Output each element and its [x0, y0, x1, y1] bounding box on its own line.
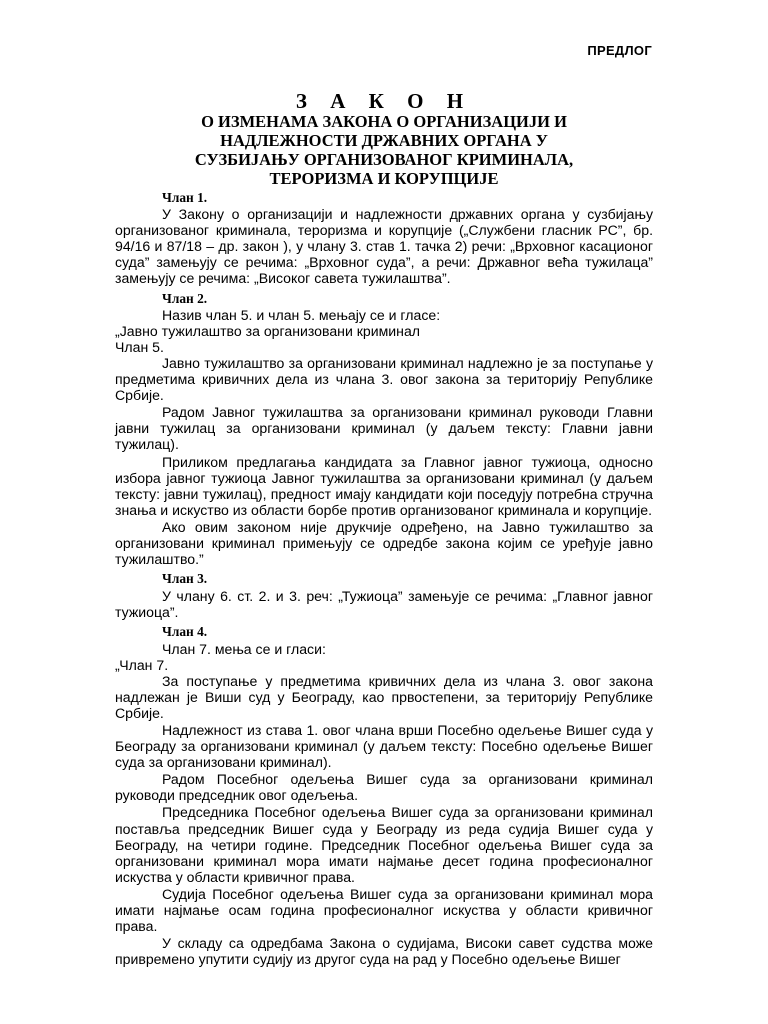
article-2-new-article: Члан 5.	[115, 338, 164, 355]
article-1-heading: Члан 1.	[162, 190, 208, 205]
article-4-paragraph-4: Председника Посебног одељења Вишег суда за организовани криминал поставља председник Вишег суда у Београду из реда судија Вишег суда у Београду, на четири године. Председник Посебног одељења Вишег суда за организовани криминал мора имати најмање десет година професионалног искуства у области кривичног права.	[115, 804, 653, 885]
article-4-paragraph-6: У складу са одредбама Закона о судијама, Високи савет судства може привремено упутити судију из другог суда на рад у Посебно одељење Вишег	[115, 935, 653, 968]
article-2-paragraph-3: Приликом предлагања кандидата за Главног јавног тужиоца, односно избора јавног тужиоца Јавног тужилаштва за организовани криминал (у даљем тексту: јавни тужилац), предност имају кандидати који поседују потребна стручна знања и искуство из области борбе против организованог криминала и корупције.	[115, 453, 653, 518]
article-4-new-article: „Члан 7.	[115, 656, 169, 673]
article-2-paragraph-2: Радом Јавног тужилаштва за организовани криминал руководи Главни јавни тужилац за организовани криминал (у даљем тексту: Главни јавни тужилац).	[115, 404, 653, 453]
article-2-new-title: „Јавно тужилаштво за организовани криминал	[115, 322, 421, 339]
article-4-intro: Члан 7. мења се и гласи:	[162, 640, 326, 657]
article-4-paragraph-3: Радом Посебног одељења Вишег суда за организовани криминал руководи председник овог одељења.	[115, 771, 653, 804]
article-3-heading: Члан 3.	[162, 571, 208, 587]
law-subtitle: О ИЗМЕНАМА ЗАКОНА О ОРГАНИЗАЦИЈИ И НАДЛЕЖНОСТИ ДРЖАВНИХ ОРГАНА У СУЗБИЈАЊУ ОРГАНИЗОВАНОГ КРИМИНАЛА, ТЕРОРИЗМА И КОРУПЦИЈЕ	[194, 112, 574, 188]
article-2-intro: Назив члан 5. и члан 5. мењају се и гласе:	[162, 306, 441, 323]
article-2-paragraph-1: Јавно тужилаштво за организовани криминал надлежно је за поступање у предметима кривичних дела из члана 3. овог закона за територију Републике Србије.	[115, 354, 653, 404]
law-title: З А К О Н	[295, 89, 473, 113]
article-4-heading: Члан 4.	[162, 624, 208, 640]
article-2-heading: Члан 2.	[162, 290, 208, 306]
article-4-paragraph-5: Судија Посебног одељења Вишег суда за организовани криминал мора имати најмање осам година професионалног искуства у области кривичног права.	[115, 885, 653, 935]
article-4-paragraph-2: Надлежност из става 1. овог члана врши Посебно одељење Вишег суда у Београду за организовани криминал (у даљем тексту: Посебно одељење Вишег суда за организовани криминал).	[115, 722, 653, 771]
article-4-paragraph-1: За поступање у предметима кривичних дела из члана 3. овог закона надлежан је Виши суд у Београду, као првостепени, за територију Републике Србије.	[115, 672, 653, 721]
proposal-label: ПРЕДЛОГ	[587, 43, 652, 58]
document-body	[115, 190, 653, 967]
article-2-paragraph-4: Ако овим законом није друкчије одређено, на Јавно тужилаштво за организовани криминал примењују се одредбе закона којим се уређује јавно тужилаштво.”	[115, 518, 653, 568]
article-3-paragraph: У члану 6. ст. 2. и 3. реч: „Тужиоца” замењује се речима: „Главног јавног тужиоца”.	[115, 588, 653, 621]
article-1-paragraph: У Закону о организацији и надлежности државних органа у сузбијању организованог криминала, тероризма и корупције („Службени гласник РС”, бр. 94/16 и 87/18 – др. закон ), у члану 3. став 1. тачка 2) речи: „Врховног касационог суда” замењују се речима: „Врховног суда”, а речи: Државног већа тужилаца” замењују се речима: „Високог савета тужилаштва”.	[115, 206, 653, 287]
